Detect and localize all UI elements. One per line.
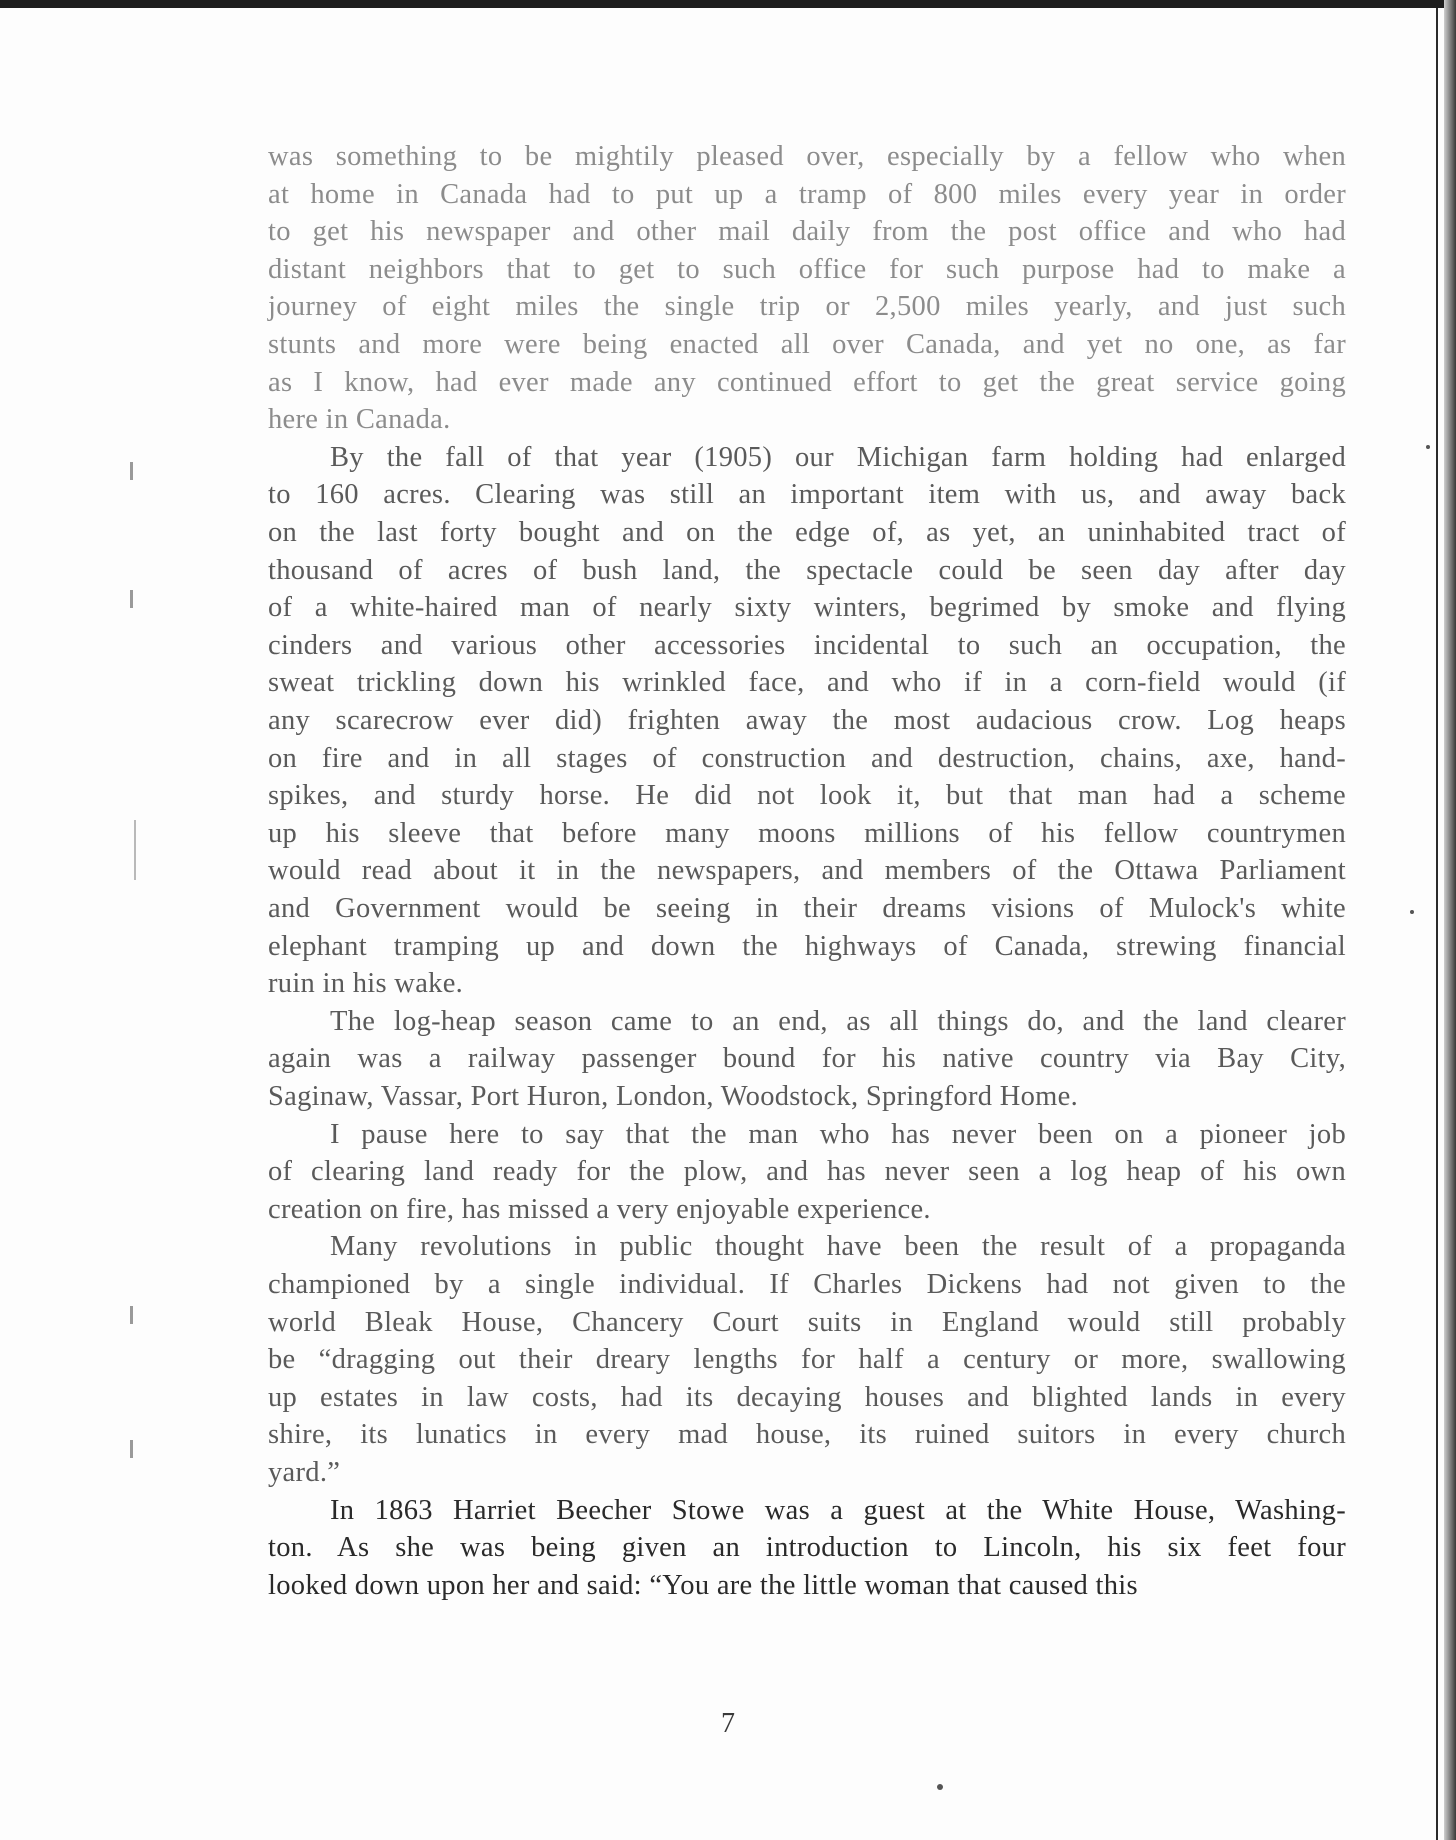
margin-mark [130,1440,133,1458]
scan-right-edge [1444,0,1456,1840]
page-number: 7 [721,1708,735,1739]
scan-speck [1426,445,1430,449]
paragraph-4 [268,1116,1346,1229]
paragraph-5 [268,1228,1346,1491]
text-line: and Government would be seeing in their dreams visions of Mulock's white [268,892,1346,924]
margin-mark [134,820,136,880]
text-line: championed by a single individual. If Charles Dickens had not given to the [268,1268,1346,1300]
text-line: elephant tramping up and down the highways of Canada, strewing financial [268,930,1346,962]
text-line: In 1863 Harriet Beecher Stowe was a guest at the White House, Washing- [330,1494,1346,1526]
text-line: any scarecrow ever did) frighten away the most audacious crow. Log heaps [268,704,1346,736]
text-line: up his sleeve that before many moons millions of his fellow countrymen [268,817,1346,849]
text-line: creation on fire, has missed a very enjoyable experience. [268,1193,931,1225]
text-line: By the fall of that year (1905) our Michigan farm holding had enlarged [330,441,1346,473]
paragraph-3 [268,1003,1346,1116]
text-line: yard.” [268,1456,341,1488]
text-line: Many revolutions in public thought have been the result of a propaganda [330,1231,1346,1263]
scan-speck [937,1784,943,1790]
text-line: ruin in his wake. [268,968,464,1000]
text-line: Saginaw, Vassar, Port Huron, London, Woodstock, Springford Home. [268,1080,1079,1112]
margin-mark [130,590,133,608]
paragraph-6 [268,1492,1346,1605]
margin-mark [130,1306,133,1324]
text-line: The log-heap season came to an end, as all things do, and the land clearer [330,1005,1346,1037]
text-line: shire, its lunatics in every mad house, its ruined suitors in every church [268,1419,1346,1451]
text-line: ton. As she was being given an introduction to Lincoln, his six feet four [268,1532,1346,1564]
text-line: journey of eight miles the single trip or 2,500 miles yearly, and just such [268,291,1346,323]
text-line: thousand of acres of bush land, the spectacle could be seen day after day [268,554,1346,586]
text-line: here in Canada. [268,404,451,436]
text-line: of clearing land ready for the plow, and has never seen a log heap of his own [268,1156,1346,1188]
text-line: sweat trickling down his wrinkled face, and who if in a corn-field would (if [268,667,1346,699]
text-line: I pause here to say that the man who has never been on a pioneer job [330,1118,1346,1150]
text-line: stunts and more were being enacted all over Canada, and yet no one, as far [268,328,1346,360]
paragraph-2 [268,439,1346,1003]
text-line: on the last forty bought and on the edge of, as yet, an uninhabited tract of [268,516,1346,548]
text-line: as I know, had ever made any continued effort to get the great service going [268,366,1346,398]
text-line: looked down upon her and said: “You are the little woman that caused this [268,1569,1138,1601]
text-line: distant neighbors that to get to such office for such purpose had to make a [268,253,1346,285]
text-line: was something to be mightily pleased over, especially by a fellow who when [268,141,1346,172]
text-line: at home in Canada had to put up a tramp of 800 miles every year in order [268,178,1346,210]
text-line: world Bleak House, Chancery Court suits in England would still probably [268,1306,1346,1338]
scan-speck [1410,910,1414,914]
text-line: cinders and various other accessories incidental to such an occupation, the [268,629,1346,661]
scan-right-edge-line [1436,8,1438,1840]
text-line: to 160 acres. Clearing was still an important item with us, and away back [268,479,1346,511]
scan-top-border [0,0,1456,8]
paragraph-1 [268,138,1346,439]
text-line: of a white-haired man of nearly sixty winters, begrimed by smoke and flying [268,592,1346,624]
text-line: again was a railway passenger bound for his native country via Bay City, [268,1043,1346,1075]
text-line: would read about it in the newspapers, and members of the Ottawa Parliament [268,855,1346,887]
margin-mark [130,462,133,480]
text-line: spikes, and sturdy horse. He did not look it, but that man had a scheme [268,780,1346,812]
text-line: up estates in law costs, had its decaying houses and blighted lands in every [268,1381,1346,1413]
text-line: be “dragging out their dreary lengths for half a century or more, swallowing [268,1344,1346,1376]
text-line: to get his newspaper and other mail daily from the post office and who had [268,216,1346,248]
text-line: on fire and in all stages of construction and destruction, chains, axe, hand- [268,742,1346,774]
